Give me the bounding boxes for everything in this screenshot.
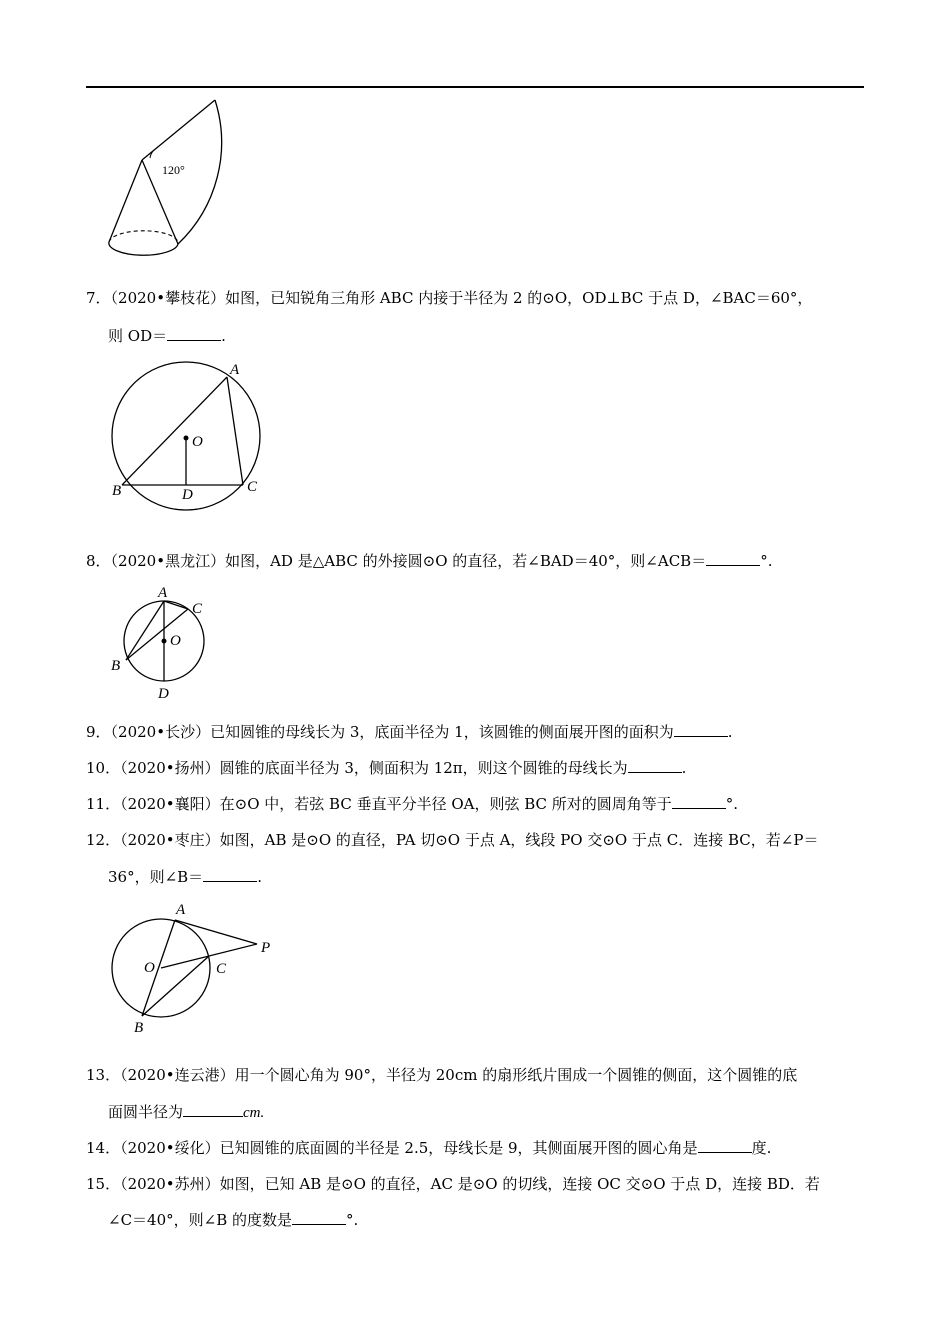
question-text: °.: [760, 552, 773, 570]
question-number: 10．: [86, 759, 121, 777]
question-7-line-2: [108, 326, 226, 346]
label-b: B: [112, 483, 122, 499]
question-source: （2020•枣庄）: [120, 831, 220, 849]
question-source: （2020•攀枝花）: [110, 289, 226, 307]
question-number: 15．: [86, 1175, 121, 1193]
question-text: .: [681, 759, 687, 777]
cone-base-front: [109, 242, 178, 255]
question-text: cm.: [243, 1105, 265, 1121]
label-a: A: [176, 902, 186, 918]
tangent-pa: [175, 920, 257, 944]
label-o: O: [144, 960, 155, 976]
question-8-line-1: [86, 551, 772, 571]
label-c: C: [192, 601, 203, 617]
question-text: 36°，则∠B＝: [108, 868, 204, 886]
question-text: °.: [725, 795, 739, 813]
question-text: 如图，已知 AB 是⊙O 的直径，AC 是⊙O 的切线，连接 OC 交⊙O 于点 D，连接 BD．若: [219, 1175, 820, 1193]
answer-blank[interactable]: [698, 1138, 752, 1153]
center-dot: [162, 639, 167, 644]
label-d: D: [158, 686, 169, 702]
question-15-line-2: [108, 1210, 358, 1230]
question-text: 则 OD＝: [108, 327, 168, 345]
question-number: 9．: [86, 723, 111, 741]
question-source: （2020•连云港）: [120, 1066, 235, 1084]
question-text: 如图，AB 是⊙O 的直径，PA 切⊙O 于点 A，线段 PO 交⊙O 于点 C．连接 BC，若∠P＝: [219, 831, 819, 849]
cone-base-back: [109, 231, 178, 244]
question-number: 8．: [86, 552, 111, 570]
answer-blank[interactable]: [292, 1210, 346, 1225]
question-text: 如图，已知锐角三角形 ABC 内接于半径为 2 的⊙O，OD⊥BC 于点 D，∠BAC＝60°，: [225, 289, 813, 307]
answer-blank[interactable]: [203, 867, 257, 882]
question-number: 7．: [86, 289, 111, 307]
question-source: （2020•长沙）: [110, 723, 211, 741]
question-text: .: [257, 868, 262, 886]
label-p: P: [261, 940, 271, 956]
question-12-line-2: [108, 867, 262, 887]
q12-circle-figure: [104, 898, 284, 1038]
question-number: 12．: [86, 831, 121, 849]
question-source: （2020•绥化）: [120, 1139, 220, 1157]
answer-blank[interactable]: [674, 722, 728, 737]
question-10: [86, 758, 686, 778]
question-text: 度.: [751, 1139, 772, 1157]
question-text: 在⊙O 中，若弦 BC 垂直平分半径 OA，则弦 BC 所对的圆周角等于: [219, 795, 672, 813]
cone-sector-figure: [100, 96, 250, 266]
question-13-line-2: [108, 1102, 264, 1123]
question-source: （2020•苏州）: [120, 1175, 220, 1193]
question-text: 已知圆锥的底面圆的半径是 2.5，母线长是 9，其侧面展开图的圆心角是: [219, 1139, 698, 1157]
question-source: （2020•扬州）: [120, 759, 220, 777]
question-13-line-1: [86, 1065, 797, 1085]
q8-circle-figure: [104, 584, 224, 704]
cone-left-slant: [109, 160, 142, 242]
question-14: [86, 1138, 771, 1158]
question-source: （2020•黑龙江）: [110, 552, 226, 570]
label-a: A: [230, 362, 240, 378]
label-b: B: [111, 658, 121, 674]
label-c: C: [247, 479, 258, 495]
question-text: ∠C＝40°，则∠B 的度数是: [108, 1211, 292, 1229]
angle-label: 120°: [162, 163, 185, 177]
question-number: 13．: [86, 1066, 121, 1084]
question-text: 已知圆锥的母线长为 3，底面半径为 1，该圆锥的侧面展开图的面积为: [210, 723, 674, 741]
question-9: [86, 722, 733, 742]
answer-blank[interactable]: [706, 551, 760, 566]
answer-blank[interactable]: [167, 326, 221, 341]
label-d: D: [182, 487, 193, 503]
answer-blank[interactable]: [183, 1102, 243, 1117]
question-text: .: [727, 723, 733, 741]
chord-ab: [126, 601, 164, 660]
answer-blank[interactable]: [628, 758, 682, 773]
question-number: 14．: [86, 1139, 121, 1157]
question-source: （2020•襄阳）: [120, 795, 220, 813]
question-text: 用一个圆心角为 90°，半径为 20cm 的扇形纸片围成一个圆锥的侧面，这个圆锥的底: [234, 1066, 798, 1084]
question-11: [86, 794, 738, 814]
question-text: 如图，AD 是△ABC 的外接圆⊙O 的直径，若∠BAD＝40°，则∠ACB＝: [225, 552, 707, 570]
question-15-line-1: [86, 1174, 820, 1194]
question-text: .: [221, 327, 226, 345]
question-text: °.: [346, 1211, 359, 1229]
header-rule: [86, 86, 864, 88]
label-b: B: [134, 1020, 144, 1036]
question-number: 11．: [86, 795, 121, 813]
answer-blank[interactable]: [672, 794, 726, 809]
chord-ab: [122, 377, 227, 485]
label-c: C: [216, 961, 227, 977]
label-o: O: [170, 633, 181, 649]
chord-ac: [227, 377, 243, 485]
label-o: O: [192, 434, 203, 450]
center-dot: [184, 436, 189, 441]
question-text: 圆锥的底面半径为 3，侧面积为 12π，则这个圆锥的母线长为: [219, 759, 628, 777]
label-a: A: [158, 585, 168, 601]
q7-circle-figure: [100, 358, 270, 518]
question-7-line-1: [86, 288, 812, 308]
question-text: 面圆半径为: [108, 1103, 184, 1121]
question-12-line-1: [86, 830, 818, 850]
